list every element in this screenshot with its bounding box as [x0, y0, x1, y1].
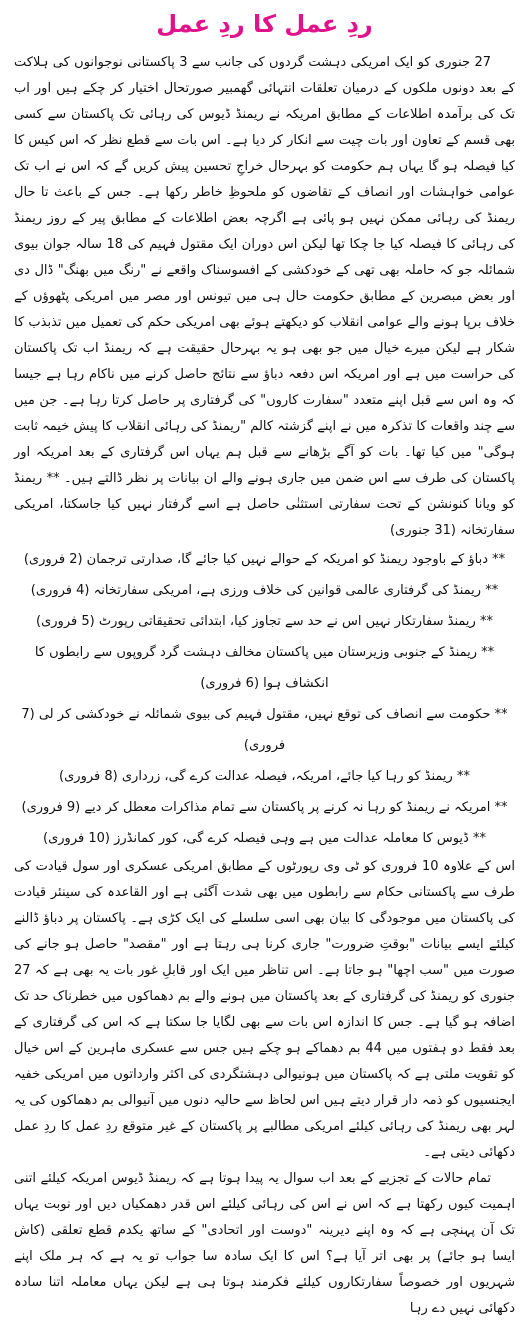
intro-paragraph: 27 جنوری کو ایک امریکی دہشت گردوں کی جانب سے 3 پاکستانی نوجوانوں کی ہلاکت کے بعد دونوں ملکوں کے درمیان تعلقات انتہائی گھمبیر صورتحال اختیار کر چکے ہیں اور اب تک کی برآمدہ اطلاعات کے مطابق امریکہ نے ریمنڈ ڈیوس کی رہائی تک پاکستان سے کسی بھی قسم کے تعاون اور بات چیت سے انکار کر دیا ہے۔ اس بات سے قطع نظر کہ اس کیس کا کیا فیصلہ ہو گا یہاں ہم حکومت کو بہرحال خراجِ تحسین پیش کریں گے کہ اس نے اب تک عوامی خواہشات اور انصاف کے تقاضوں کو ملحوظِ خاطر رکھا ہے۔ جس کے باعث تا حال ریمنڈ کی رہائی ممکن نہیں ہو پائی ہے اگرچہ بعض اطلاعات کے مطابق پیر کے روز ریمنڈ کی رہائی کا فیصلہ کیا جا چکا تھا لیکن اس دوران ایک مقتول فہیم کی 18 سالہ جوان بیوی شمائلہ جو کہ حاملہ بھی تھی کے خودکشی کے افسوسناک واقعے نے "رنگ میں بھنگ" ڈال دی اور بعض مبصرین کے مطابق حکومت حال ہی میں تیونس اور مصر میں امریکی پٹھوؤں کے خلاف برپا ہونے والے عوامی انقلاب کو دیکھتے ہوئے بھی امریکی حکم کی تعمیل میں تذبذب کا شکار ہے لیکن میرے خیال میں جو بھی ہو یہ بہرحال حقیقت ہے کہ ریمنڈ اب تک پاکستان کی حراست میں ہے اور امریکہ اس دفعہ دباؤ سے نتائج حاصل کرنے میں ناکام رہا ہے جیسا کہ وہ اس سے قبل اپنے متعدد "سفارت کاروں" کی گرفتاری پر حاصل کرتا رہا ہے۔ جن میں سے چند واقعات کا تذکرہ میں نے اپنے گزشتہ کالم "ریمنڈ کی رہائی انقلاب کا پیش خیمہ ثابت ہوگی" میں کیا تھا۔ بات کو آگے بڑھانے سے قبل ہم یہاں اس گرفتاری کے بعد امریکہ اور پاکستان کی طرف سے اس ضمن میں جاری ہونے والے ان بیانات پر نظر ڈالتے ہیں۔ ** ریمنڈ کو ویانا کنونشن کے تحت سفارتی استثنٰی حاصل ہے اسے گرفتار نہیں کیا جاسکتا، امریکی سفارتخانہ (31 جنوری) — [14, 55, 516, 538]
statement-item: ** ریمنڈ کو رہا کیا جائے، امریکہ، فیصلہ عدالت کرے گی، زرداری (8 فروری) — [59, 769, 470, 784]
statement-item: ** ڈیوس کا معاملہ عدالت میں ہے وہی فیصلہ کرے گی، کور کمانڈرز (10 فروری) — [43, 831, 486, 846]
article-title: ردِ عمل کا ردِ عمل — [156, 10, 373, 38]
statement-item: ** امریکہ نے ریمنڈ کو رہا نہ کرنے پر پاکستان سے تمام مذاکرات معطل کر دیے (9 فروری) — [21, 800, 508, 815]
conclusion-paragraph: تمام حالات کے تجزیے کے بعد اب سوال یہ پیدا ہوتا ہے کہ ریمنڈ ڈیوس امریکہ کیلئے اتنی اہمیت کیوں رکھتا ہے کہ اس نے اس کی رہائی کیلئے اس قدر دھمکیاں دیں اور نوبت یہاں تک آن پہنچی ہے کہ وہ اپنے دیرینہ "دوست اور اتحادی" کے ساتھ یکدم قطع تعلقی (کاش ایسا ہو جائے) پر بھی اتر آیا ہے؟ اس کا ایک سادہ سا جواب تو یہ ہے کہ ہر ملک اپنے شہریوں اور خصوصاً سفارتکاروں کیلئے فکرمند ہوتا ہی ہے لیکن یہاں معاملہ اتنا سادہ دکھائی نہیں دے رہا — [14, 1171, 515, 1316]
analysis-paragraph: اس کے علاوہ 10 فروری کو ٹی وی رپورٹوں کے مطابق امریکی عسکری اور سول قیادت کی طرف سے پاکستانی حکام سے رابطوں میں بھی شدت آگئی ہے اور القاعدہ کی سینئر قیادت کی پاکستان میں موجودگی کا بیان بھی اسی سلسلے کی ایک کڑی ہے۔ پاکستان پر دباؤ ڈالنے کیلئے ایسے بیانات "بوقتِ ضرورت" جاری کرنا ہی رہتا ہے اور "مقصد" حاصل ہو جانے کی صورت میں "سب اچھا" ہو جاتا ہے۔ اس تناظر میں ایک اور قابلِ غور بات یہ بھی ہے کہ 27 جنوری کو ریمنڈ کی گرفتاری کے بعد پاکستان میں ہونے والے بم دھماکوں میں خطرناک حد تک اضافہ ہو گیا ہے۔ جس کا اندازہ اس بات سے بھی لگایا جا سکتا ہے کہ اس کی گرفتاری کے بعد فقط دو ہفتوں میں 44 بم دھماکے ہو چکے ہیں جس سے عسکری ماہرین کے اس خیال کو تقویت ملتی ہے کہ پاکستان میں ہونیوالی دہشتگردی کی اکثر وارداتوں میں امریکی خفیہ ایجنسیوں کو ذمہ دار قرار دیتے ہیں اس لحاظ سے حالیہ دنوں میں آنیوالی بم دھماکوں کی یہ لہر بھی ریمنڈ کی رہائی کیلئے امریکی مطالبے پر پاکستان کے غیر متوقع ردِ عمل کا ردِ عمل دکھائی دیتی ہے۔ — [14, 859, 515, 1160]
statement-item: ** حکومت سے انصاف کی توقع نہیں، مقتول فہیم کی بیوی شمائلہ نے خودکشی کر لی (7 فروری) — [21, 707, 508, 753]
statement-item: ** دباؤ کے باوجود ریمنڈ کو امریکہ کے حوالے نہیں کیا جائے گا، صدارتی ترجمان (2 فروری) — [23, 552, 506, 567]
statement-item: ** ریمنڈ کی گرفتاری عالمی قوانین کی خلاف ورزی ہے، امریکی سفارتخانہ (4 فروری) — [30, 583, 499, 598]
statement-item: ** ریمنڈ سفارتکار نہیں اس نے حد سے تجاوز کیا، ابتدائی تحقیقاتی رپورٹ (5 فروری) — [36, 614, 493, 629]
statements-list — [14, 544, 515, 854]
statement-item: ** ریمنڈ کے جنوبی وزیرستان میں پاکستان مخالف دہشت گرد گروپوں سے رابطوں کا انکشاف ہوا (6 فروری) — [34, 645, 495, 691]
